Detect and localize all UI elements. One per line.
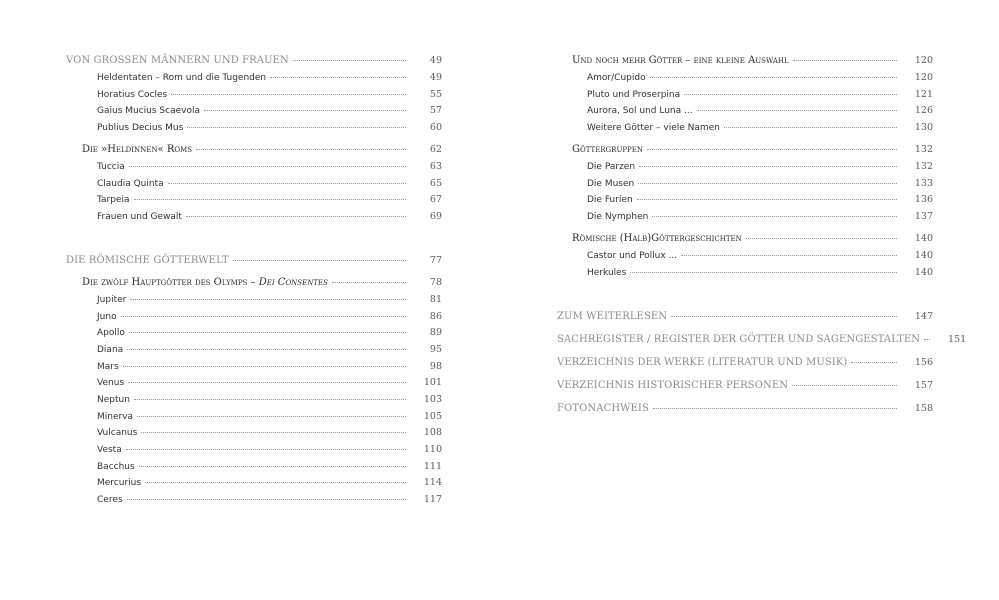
dot-leader: [653, 408, 897, 409]
toc-title: SACHREGISTER / REGISTER DER GÖTTER UND SAGENGESTALTEN: [557, 334, 921, 345]
dot-leader: [697, 110, 897, 111]
toc-item[interactable]: [97, 360, 442, 374]
page-number: 132: [914, 161, 933, 172]
page-number: 62: [429, 144, 442, 155]
toc-title: Die Nymphen: [587, 212, 649, 222]
toc-item[interactable]: [587, 71, 933, 85]
page-number: 67: [429, 194, 442, 205]
dot-leader: [293, 60, 406, 61]
page-number: 49: [429, 72, 442, 83]
dot-leader: [171, 94, 406, 95]
page-number: 156: [914, 357, 933, 368]
toc-title: DIE RÖMISCHE GÖTTERWELT: [66, 255, 229, 266]
page-number: 121: [914, 89, 933, 100]
toc-title-emphasis: Dei Consentes: [258, 277, 328, 288]
page-number: 77: [429, 255, 442, 266]
dot-leader: [137, 416, 406, 417]
dot-leader: [128, 382, 406, 383]
toc-section-heading[interactable]: [572, 54, 933, 68]
toc-title: Vesta: [97, 445, 122, 455]
page-number: 60: [429, 122, 442, 133]
page-number: 120: [914, 55, 933, 66]
toc-title: Diana: [97, 345, 124, 355]
page-number: 101: [423, 377, 442, 388]
page-number: 55: [429, 89, 442, 100]
toc-part-heading[interactable]: [557, 402, 933, 416]
dot-leader: [637, 199, 897, 200]
dot-leader: [121, 316, 406, 317]
toc-title: VERZEICHNIS DER WERKE (LITERATUR UND MUSIK): [557, 357, 848, 368]
toc-item[interactable]: [97, 293, 442, 307]
page-number: 49: [429, 55, 442, 66]
toc-item[interactable]: [97, 393, 442, 407]
toc-title: Ceres: [97, 495, 123, 505]
dot-leader: [746, 238, 897, 239]
toc-item[interactable]: [97, 160, 442, 174]
page-number: 132: [914, 144, 933, 155]
page-number: 114: [423, 477, 442, 488]
dot-leader: [129, 166, 406, 167]
toc-item[interactable]: [97, 193, 442, 207]
toc-item[interactable]: [587, 160, 933, 174]
toc-title: Bacchus: [97, 462, 135, 472]
toc-item[interactable]: [97, 326, 442, 340]
page-number: 81: [429, 294, 442, 305]
page-number: 108: [423, 427, 442, 438]
dot-leader: [647, 149, 897, 150]
dot-leader: [123, 366, 406, 367]
toc-title: Die Musen: [587, 179, 635, 189]
page-number: 103: [423, 394, 442, 405]
toc-item[interactable]: [97, 443, 442, 457]
toc-item[interactable]: [587, 249, 933, 263]
toc-title: Publius Decius Mus: [97, 123, 184, 133]
page-number: 120: [914, 72, 933, 83]
toc-title: Weitere Götter – viele Namen: [587, 123, 720, 133]
toc-title: Horatius Cocles: [97, 90, 168, 100]
page-number: 147: [914, 311, 933, 322]
toc-item[interactable]: [97, 71, 442, 85]
dot-leader: [650, 77, 897, 78]
toc-title: Aurora, Sol und Luna ...: [587, 106, 693, 116]
dot-leader: [332, 282, 406, 283]
toc-item[interactable]: [587, 210, 933, 224]
dot-leader: [793, 60, 897, 61]
toc-item[interactable]: [97, 476, 442, 490]
toc-item[interactable]: [587, 121, 933, 135]
dot-leader: [233, 260, 406, 261]
page-number: 117: [423, 494, 442, 505]
dot-leader: [141, 432, 406, 433]
toc-item[interactable]: [587, 193, 933, 207]
dot-leader: [792, 385, 897, 386]
dot-leader: [639, 166, 897, 167]
dot-leader: [851, 362, 897, 363]
toc-title: Minerva: [97, 412, 134, 422]
toc-item[interactable]: [587, 266, 933, 280]
dot-leader: [186, 216, 406, 217]
toc-title: Amor/Cupido: [587, 73, 646, 83]
page-number: 140: [914, 250, 933, 261]
page-number: 89: [429, 327, 442, 338]
toc-title: Göttergruppen: [572, 144, 643, 155]
toc-item[interactable]: [97, 121, 442, 135]
toc-title: Mercurius: [97, 478, 142, 488]
dot-leader: [671, 316, 897, 317]
page-number: 69: [429, 211, 442, 222]
toc-title: Apollo: [97, 328, 125, 338]
toc-title: Tuccia: [97, 162, 125, 172]
toc-title: Vulcanus: [97, 428, 138, 438]
toc-title: Mars: [97, 362, 119, 372]
page-number: 140: [914, 233, 933, 244]
toc-title: ZUM WEITERLESEN: [557, 311, 668, 322]
toc-title: Und noch mehr Götter – eine kleine Auswahl: [572, 55, 789, 66]
toc-part-heading[interactable]: [557, 310, 933, 324]
toc-title: Tarpeia: [97, 195, 130, 205]
toc-section-heading[interactable]: [572, 143, 933, 157]
dot-leader: [127, 499, 406, 500]
dot-leader: [652, 216, 897, 217]
dot-leader: [130, 299, 406, 300]
dot-leader: [187, 127, 406, 128]
dot-leader: [129, 332, 406, 333]
page-number: 110: [423, 444, 442, 455]
toc-title: Venus: [97, 378, 125, 388]
toc-part-heading[interactable]: [557, 333, 967, 347]
toc-item[interactable]: [97, 426, 442, 440]
page-number: 95: [429, 344, 442, 355]
dot-leader: [681, 255, 897, 256]
page-number: 111: [423, 461, 442, 472]
dot-leader: [127, 349, 406, 350]
toc-item[interactable]: [97, 343, 442, 357]
dot-leader: [134, 399, 406, 400]
toc-item[interactable]: [97, 376, 442, 390]
toc-title: Claudia Quinta: [97, 179, 164, 189]
toc-part-heading[interactable]: [557, 379, 933, 393]
toc-title: Gaius Mucius Scaevola: [97, 106, 200, 116]
toc-item[interactable]: [97, 88, 442, 102]
page-number: 98: [429, 361, 442, 372]
toc-title-main: Die zwölf Hauptgötter des Olymps –: [82, 277, 259, 288]
page-number: 140: [914, 267, 933, 278]
toc-title: Jupiter: [97, 295, 127, 305]
toc-title: Herkules: [587, 268, 627, 278]
toc-part-heading[interactable]: [66, 54, 442, 68]
toc-item[interactable]: [97, 310, 442, 324]
dot-leader: [134, 199, 407, 200]
dot-leader: [196, 149, 406, 150]
toc-title: Die Furien: [587, 195, 633, 205]
dot-leader: [270, 77, 406, 78]
toc-title: Neptun: [97, 395, 130, 405]
toc-item[interactable]: [97, 460, 442, 474]
toc-item[interactable]: [587, 177, 933, 191]
toc-title: Frauen und Gewalt: [97, 212, 182, 222]
page-number: 130: [914, 122, 933, 133]
toc-title: Pluto und Proserpina: [587, 90, 681, 100]
toc-item[interactable]: [587, 88, 933, 102]
toc-title: Die Parzen: [587, 162, 636, 172]
dot-leader: [924, 339, 930, 340]
dot-leader: [139, 466, 406, 467]
toc-title: Heldentaten – Rom und die Tugenden: [97, 73, 267, 83]
toc-title: VON GROSSEN MÄNNERN UND FRAUEN: [66, 55, 289, 66]
toc-item[interactable]: [97, 210, 442, 224]
toc-section-heading[interactable]: [572, 232, 933, 246]
toc-title: Juno: [97, 312, 117, 322]
dot-leader: [724, 127, 897, 128]
toc-item[interactable]: [97, 410, 442, 424]
dot-leader: [630, 272, 897, 273]
dot-leader: [126, 449, 406, 450]
toc-item[interactable]: [97, 493, 442, 507]
page-number: 137: [914, 211, 933, 222]
page-number: 65: [429, 178, 442, 189]
toc-item[interactable]: [97, 104, 442, 118]
page-number: 133: [914, 178, 933, 189]
toc-part-heading[interactable]: [557, 356, 933, 370]
page-number: 78: [429, 277, 442, 288]
dot-leader: [145, 482, 406, 483]
dot-leader: [204, 110, 406, 111]
toc-section-heading[interactable]: [82, 276, 442, 290]
toc-title: VERZEICHNIS HISTORISCHER PERSONEN: [557, 380, 789, 391]
toc-title: [82, 276, 328, 290]
page-number: 105: [423, 411, 442, 422]
page-number: 86: [429, 311, 442, 322]
page-number: 136: [914, 194, 933, 205]
toc-item[interactable]: [587, 104, 933, 118]
toc-title: FOTONACHWEIS: [557, 403, 649, 414]
toc-title: Römische (Halb)Göttergeschichten: [572, 233, 742, 244]
toc-part-heading[interactable]: [66, 254, 442, 268]
dot-leader: [168, 183, 406, 184]
page-number: 151: [948, 334, 967, 345]
toc-title: Castor und Pollux ...: [587, 251, 678, 261]
page-number: 126: [914, 105, 933, 116]
page-number: 63: [429, 161, 442, 172]
page-number: 57: [429, 105, 442, 116]
dot-leader: [638, 183, 897, 184]
toc-item[interactable]: [97, 177, 442, 191]
toc-title: Die »Heldinnen« Roms: [82, 144, 193, 155]
toc-section-heading[interactable]: [82, 143, 442, 157]
dot-leader: [684, 94, 897, 95]
page-number: 157: [914, 380, 933, 391]
page-number: 158: [914, 403, 933, 414]
